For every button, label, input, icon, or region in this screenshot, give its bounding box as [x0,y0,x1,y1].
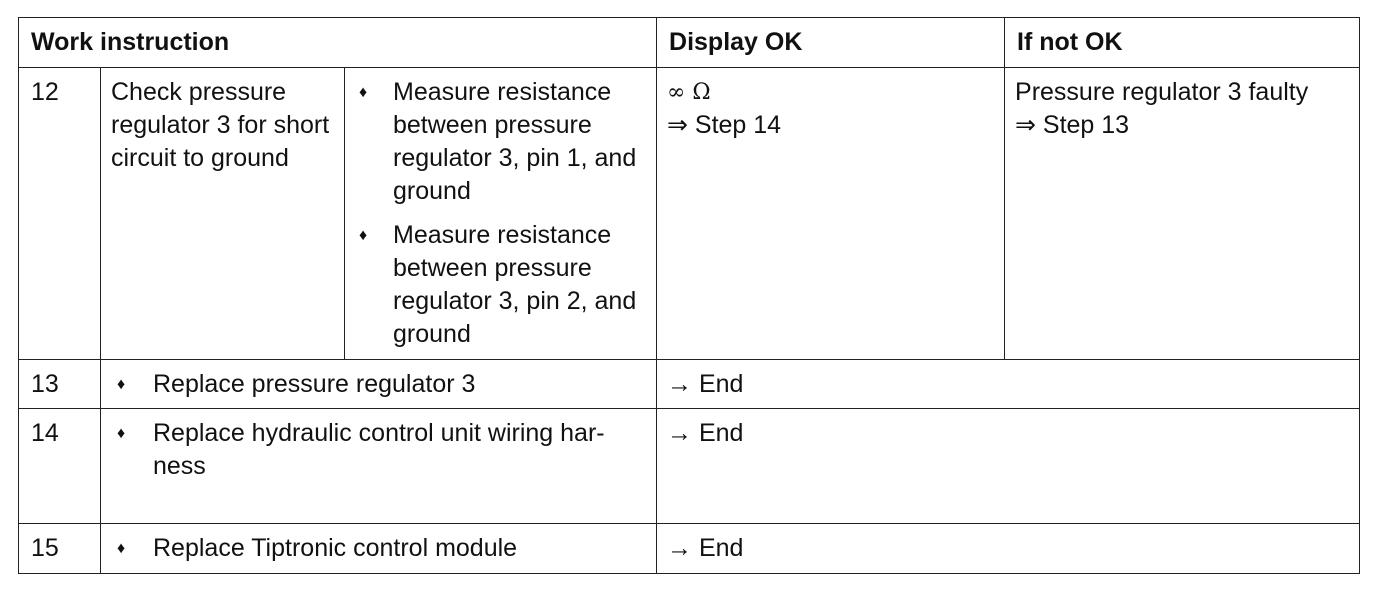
action-text: Measure resistance between pressure regulator 3, pin 2, and ground [393,221,637,348]
display-ok-next-step: ⇒ Step 14 [667,111,782,139]
step-action [101,409,657,524]
table-row-step-14 [19,409,1360,524]
action-text: Measure resistance between pressure regulator 3, pin 1, and ground [393,78,637,205]
action-list [353,76,646,351]
step-actions [345,68,657,360]
bullet-icon: ♦ [359,227,368,244]
header-if-not-ok: If not OK [1005,18,1360,68]
step-number: 15 [19,524,101,574]
display-ok-cell [657,68,1005,360]
bullet-icon: ♦ [117,540,126,557]
step-title: Check pressure regulator 3 for short circuit to ground [101,68,345,360]
display-ok-value: ∞ Ω [667,80,711,105]
if-not-ok-cell [1005,68,1360,360]
table-row-step-15 [19,524,1360,574]
list-item [353,219,646,351]
list-item [353,76,646,208]
step-number: 13 [19,360,101,409]
step-number: 12 [19,68,101,360]
step-number: 14 [19,409,101,524]
table-row-step-13 [19,360,1360,409]
action-text: Replace Tiptronic control module [153,534,518,562]
step-action [101,524,657,574]
table-header-row [19,18,1360,68]
header-work-instruction: Work instruction [19,18,657,68]
step-result: → End [657,409,1360,524]
action-text: Replace pressure regulator 3 [153,370,476,398]
if-not-ok-next-step: ⇒ Step 13 [1015,111,1130,139]
work-instruction-table [18,17,1360,574]
table-row-step-12 [19,68,1360,360]
step-result: → End [657,360,1360,409]
step-result: → End [657,524,1360,574]
action-text: Replace hydraulic control unit wiring har-ness [153,419,605,480]
header-display-ok: Display OK [657,18,1005,68]
bullet-icon: ♦ [117,376,126,393]
bullet-icon: ♦ [359,84,368,101]
bullet-icon: ♦ [117,425,126,442]
step-action [101,360,657,409]
if-not-ok-text: Pressure regulator 3 faulty [1015,78,1309,106]
